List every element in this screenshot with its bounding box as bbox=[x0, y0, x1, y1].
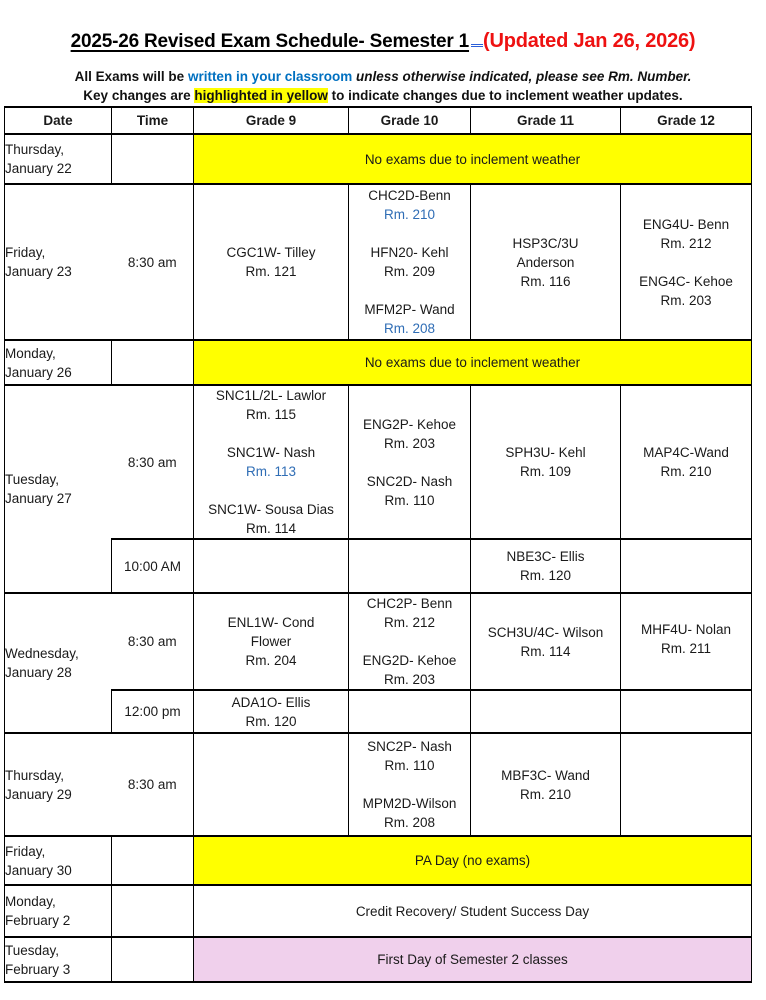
column-header-grade-9: Grade 9 bbox=[194, 107, 349, 134]
grade-9-cell bbox=[194, 539, 349, 593]
time-cell: 10:00 AM bbox=[112, 539, 194, 593]
grade-10-cell: ENG2P- Kehoe Rm. 203 SNC2D- Nash Rm. 110 bbox=[349, 385, 471, 539]
table-row bbox=[5, 836, 752, 885]
grade-10-cell: CHC2P- Benn Rm. 212 ENG2D- Kehoe Rm. 203 bbox=[349, 593, 471, 690]
time-cell: 12:00 pm bbox=[112, 690, 194, 733]
grade-11-cell: MBF3C- Wand Rm. 210 bbox=[471, 733, 621, 836]
grade-10-cell: SNC2P- Nash Rm. 110 MPM2D-Wilson Rm. 208 bbox=[349, 733, 471, 836]
status-banner: No exams due to inclement weather bbox=[194, 340, 752, 385]
table-row bbox=[5, 184, 752, 340]
status-banner: PA Day (no exams) bbox=[194, 836, 752, 885]
subtitle-prefix-2: Key changes are bbox=[83, 88, 195, 103]
table-row bbox=[5, 690, 752, 733]
status-banner: First Day of Semester 2 classes bbox=[194, 937, 752, 982]
date-cell: Thursday, January 29 bbox=[5, 733, 112, 836]
status-banner: No exams due to inclement weather bbox=[194, 134, 752, 184]
table-row bbox=[5, 385, 752, 539]
column-header-grade-12: Grade 12 bbox=[621, 107, 752, 134]
grade-9-cell bbox=[194, 733, 349, 836]
time-cell bbox=[112, 836, 194, 885]
classroom-note: written in your classroom bbox=[187, 69, 353, 84]
subtitle-suffix-2: to indicate changes due to inclement weather updates. bbox=[327, 88, 683, 103]
grade-12-cell bbox=[621, 733, 752, 836]
grade-12-cell: MAP4C-Wand Rm. 210 bbox=[621, 385, 752, 539]
subtitle-line-1 bbox=[0, 69, 766, 84]
status-banner: Credit Recovery/ Student Success Day bbox=[194, 885, 752, 937]
grade-9-cell: SNC1L/2L- Lawlor Rm. 115 SNC1W- Nash Rm. 113 SNC1W- Sousa Dias Rm. 114 bbox=[194, 385, 349, 539]
table-row bbox=[5, 593, 752, 690]
grade-11-cell: SPH3U- Kehl Rm. 109 bbox=[471, 385, 621, 539]
document-title bbox=[0, 30, 766, 53]
time-cell bbox=[112, 937, 194, 982]
subtitle-line-2 bbox=[0, 88, 766, 103]
grade-11-cell: HSP3C/3U Anderson Rm. 116 bbox=[471, 184, 621, 340]
header-row bbox=[5, 107, 752, 134]
date-cell: Monday, February 2 bbox=[5, 885, 112, 937]
grade-9-cell: ENL1W- Cond Flower Rm. 204 bbox=[194, 593, 349, 690]
time-cell bbox=[112, 340, 194, 385]
grade-12-cell bbox=[621, 690, 752, 733]
grade-12-cell: ENG4U- Benn Rm. 212 ENG4C- Kehoe Rm. 203 bbox=[621, 184, 752, 340]
date-cell: Friday, January 30 bbox=[5, 836, 112, 885]
grade-11-cell: NBE3C- Ellis Rm. 120 bbox=[471, 539, 621, 593]
grade-10-cell bbox=[349, 690, 471, 733]
table-row bbox=[5, 937, 752, 982]
date-cell: Friday, January 23 bbox=[5, 184, 112, 340]
date-cell: Tuesday, January 27 bbox=[5, 385, 112, 593]
column-header-date: Date bbox=[5, 107, 112, 134]
exam-schedule-table bbox=[4, 106, 752, 983]
grade-12-cell: MHF4U- Nolan Rm. 211 bbox=[621, 593, 752, 690]
time-cell bbox=[112, 885, 194, 937]
time-cell: 8:30 am bbox=[112, 593, 194, 690]
table-row bbox=[5, 340, 752, 385]
subtitle-prefix: All Exams will be bbox=[74, 69, 188, 84]
time-cell bbox=[112, 134, 194, 184]
date-cell: Tuesday, February 3 bbox=[5, 937, 112, 982]
title-spacer bbox=[471, 30, 483, 47]
grade-11-cell: SCH3U/4C- Wilson Rm. 114 bbox=[471, 593, 621, 690]
grade-9-cell: CGC1W- Tilley Rm. 121 bbox=[194, 184, 349, 340]
title-text: 2025-26 Revised Exam Schedule- Semester 1 bbox=[70, 31, 470, 52]
time-cell: 8:30 am bbox=[112, 184, 194, 340]
time-cell: 8:30 am bbox=[112, 385, 194, 539]
room-number-note: unless otherwise indicated, please see Rm. Number. bbox=[352, 69, 692, 84]
time-cell: 8:30 am bbox=[112, 733, 194, 836]
table-row bbox=[5, 539, 752, 593]
grade-10-cell: CHC2D-Benn Rm. 210 HFN20- Kehl Rm. 209 MFM2P- Wand Rm. 208 bbox=[349, 184, 471, 340]
highlight-legend: highlighted in yellow bbox=[194, 88, 328, 103]
grade-12-cell bbox=[621, 539, 752, 593]
table-row bbox=[5, 885, 752, 937]
column-header-time: Time bbox=[112, 107, 194, 134]
table-row bbox=[5, 733, 752, 836]
column-header-grade-10: Grade 10 bbox=[349, 107, 471, 134]
date-cell: Thursday, January 22 bbox=[5, 134, 112, 184]
grade-11-cell bbox=[471, 690, 621, 733]
grade-9-cell: ADA1O- Ellis Rm. 120 bbox=[194, 690, 349, 733]
date-cell: Monday, January 26 bbox=[5, 340, 112, 385]
column-header-grade-11: Grade 11 bbox=[471, 107, 621, 134]
grade-10-cell bbox=[349, 539, 471, 593]
updated-date: (Updated Jan 26, 2026) bbox=[483, 30, 696, 52]
date-cell: Wednesday, January 28 bbox=[5, 593, 112, 733]
table-row bbox=[5, 134, 752, 184]
